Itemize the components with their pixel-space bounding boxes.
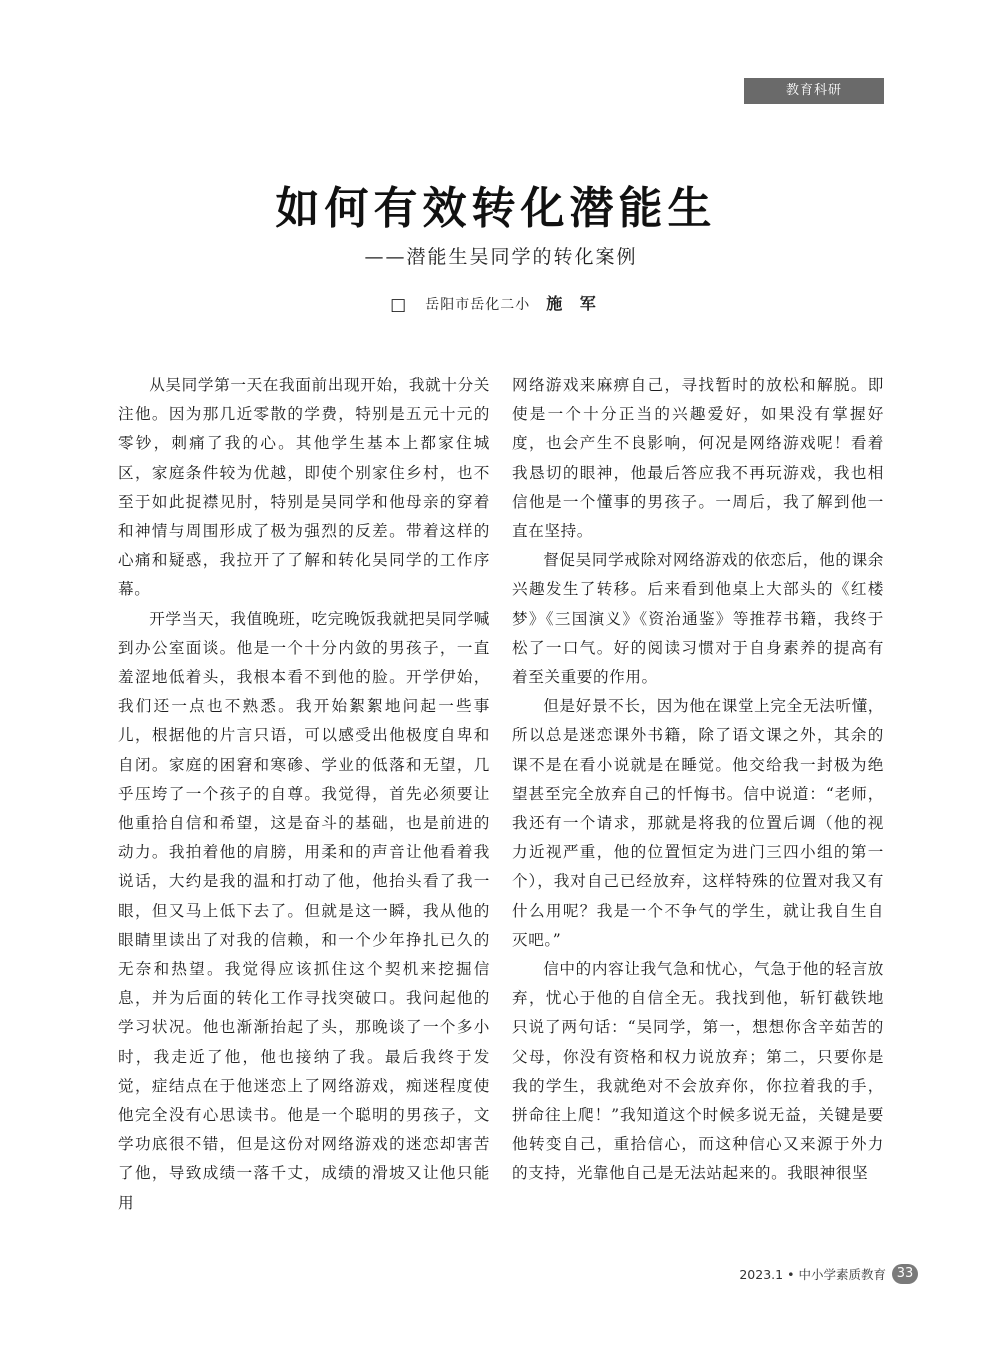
paragraph: 信中的内容让我气急和忧心，气急于他的轻言放弃，忧心于他的自信全无。我找到他，斩钉截铁地只说了两句话：“吴同学，第一，想想你含辛茹苦的父母，你没有资格和权力说放弃；第二，只要你是我的学生，我就绝对不会放弃你，你拉着我的手，拼命往上爬！”我知道这个时候多说无益，关键是要他转变自己，重拾信心，而这种信心又来源于外力的支持，光靠他自己是无法站起来的。我眼神很坚 (512, 960, 884, 1183)
paragraph: 网络游戏来麻痹自己，寻找暂时的放松和解脱。即使是一个十分正当的兴趣爱好，如果没有掌握好度，也会产生不良影响，何况是网络游戏呢！看着我恳切的眼神，他最后答应我不再玩游戏，我也相信他是一个懂事的男孩子。一周后，我了解到他一直在坚持。 (512, 376, 884, 541)
page-number: 33 (892, 1264, 918, 1284)
body-column-right (512, 371, 884, 1247)
paragraph: 督促吴同学戒除对网络游戏的依恋后，他的课余兴趣发生了转移。后来看到他桌上大部头的《红楼梦》《三国演义》《资治通鉴》等推荐书籍，我终于松了一口气。好的阅读习惯对于自身素养的提高有着至关重要的作用。 (512, 551, 884, 687)
footer-separator: • (787, 1266, 795, 1282)
paragraph: 开学当天，我值晚班，吃完晚饭我就把吴同学喊到办公室面谈。他是一个十分内敛的男孩子，一直羞涩地低着头，我根本看不到他的脸。开学伊始，我们还一点也不熟悉。我开始絮絮地问起一些事儿，根据他的片言只语，可以感受出他极度自卑和自闭。家庭的困窘和寒碜、学业的低落和无望，几乎压垮了一个孩子的自尊。我觉得，首先必须要让他重拾自信和希望，这是奋斗的基础，也是前进的动力。我拍着他的肩膀，用柔和的声音让他看着我说话，大约是我的温和打动了他，他抬头看了我一眼，但又马上低下去了。但就是这一瞬，我从他的眼睛里读出了对我的信赖，和一个少年挣扎已久的无奈和热望。我觉得应该抓住这个契机来挖掘信息，并为后面的转化工作寻找突破口。我问起他的学习状况。他也渐渐抬起了头，那晚谈了一个多小时，我走近了他，他也接纳了我。最后我终于发觉，症结点在于他迷恋上了网络游戏，痴迷程度使他完全没有心思读书。他是一个聪明的男孩子，文学功底很不错，但是这份对网络游戏的迷恋却害苦了他，导致成绩一落千丈，成绩的滑坡又让他只能用 (118, 609, 490, 1212)
journal-name: 中小学素质教育 (798, 1267, 886, 1282)
article-title: 如何有效转化潜能生 (275, 183, 717, 234)
paragraph: 从吴同学第一天在我面前出现开始，我就十分关注他。因为那几近零散的学费，特别是五元十元的零钞，刺痛了我的心。其他学生基本上都家住城区，家庭条件较为优越，即使个别家住乡村，也不至于如此捉襟见肘，特别是吴同学和他母亲的穿着和神情与周围形成了极为强烈的反差。带着这样的心痛和疑惑，我拉开了了解和转化吴同学的工作序幕。 (118, 376, 490, 599)
body-column-left (118, 371, 490, 1247)
affiliation: 岳阳市岳化二小 (425, 297, 531, 313)
byline-marker: □ (390, 295, 408, 315)
byline (0, 291, 992, 315)
page-footer (739, 1264, 918, 1284)
issue-number: 2023.1 (739, 1266, 784, 1282)
section-tag: 教育科研 (744, 78, 884, 104)
article-subtitle: ——潜能生吴同学的转化案例 (364, 246, 638, 268)
author: 施 军 (546, 294, 602, 313)
paragraph: 但是好景不长，因为他在课堂上完全无法听懂，所以总是迷恋课外书籍，除了语文课之外，其余的课不是在看小说就是在睡觉。他交给我一封极为绝望甚至完全放弃自己的忏悔书。信中说道：“老师，我还有一个请求，那就是将我的位置后调（他的视力近视严重，他的位置恒定为进门三四小组的第一个），我对自己已经放弃，这样特殊的位置对我又有什么用呢？我是一个不争气的学生，就让我自生自灭吧。” (512, 697, 884, 949)
